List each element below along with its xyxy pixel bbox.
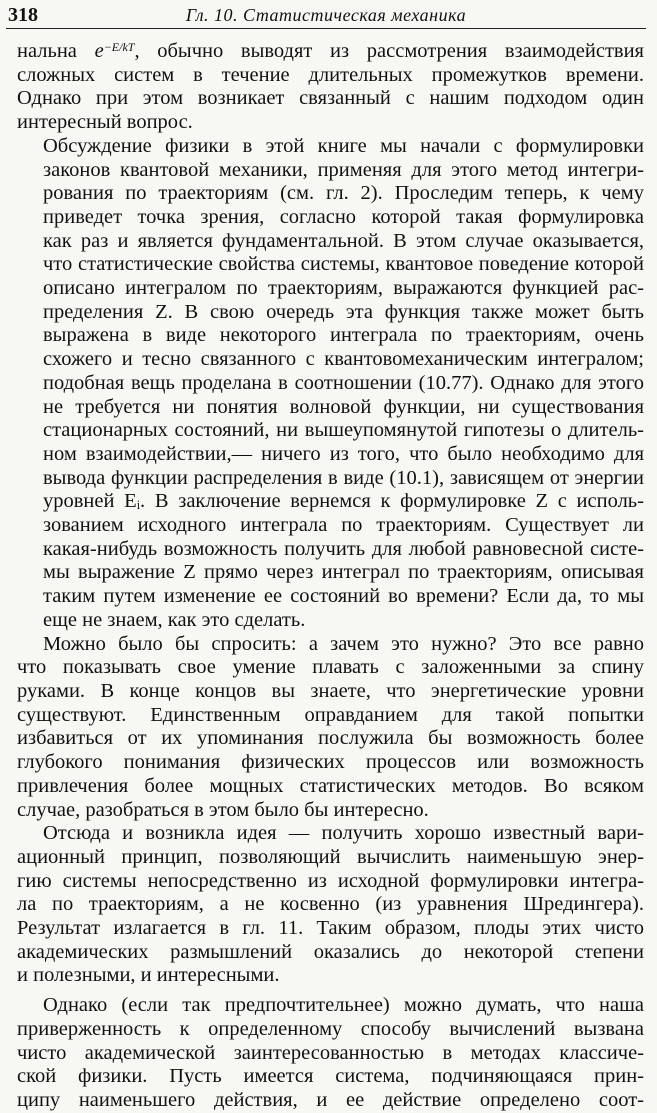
text-line: как раз и является фундаментальной. В этом случае оказывается, bbox=[43, 229, 644, 252]
text-line bbox=[17, 40, 644, 64]
text-line: законов квантовой механики, применяя для этого метод интегри- bbox=[43, 158, 644, 181]
text-line-start: нальна bbox=[17, 40, 95, 62]
text-line: схожего и тесно связанного с квантовомеханическим интегралом; bbox=[43, 348, 644, 371]
text-line: приведет точка зрения, согласно которой такая формулировка bbox=[43, 205, 644, 228]
text-line: сложных систем в течение длительных промежутков времени. bbox=[17, 63, 644, 86]
text-line: привлечения более мощных статистических методов. Во всяком bbox=[17, 774, 644, 797]
text-line: Однако при этом возникает связанный с нашим подходом один bbox=[17, 87, 644, 110]
text-line: Результат излагается в гл. 11. Таким образом, плоды этих чисто bbox=[17, 917, 644, 940]
text-line: Отсюда и возникла идея — получить хорошо известный вари- bbox=[43, 822, 644, 845]
text-line: уровней Eᵢ. В заключение вернемся к формулировке Z с исполь- bbox=[43, 490, 644, 513]
paragraph-2 bbox=[17, 135, 644, 633]
text-line: ципу наименьшего действия, и ее действие определено соот- bbox=[17, 1088, 644, 1111]
text-line: подобная вещь проделана в соотношении (10.77). Однако для этого bbox=[43, 371, 644, 394]
text-line: ской физики. Пусть имеется система, подчиняющаяся прин- bbox=[17, 1065, 644, 1088]
text-line: пределения Z. В свою очередь эта функция также может быть bbox=[43, 300, 644, 323]
page-body bbox=[17, 40, 644, 1113]
text-line: Обсуждение физики в этой книге мы начали с формулировки bbox=[43, 134, 644, 157]
text-line: какая-нибудь возможность получить для любой равновесной систе- bbox=[43, 537, 644, 560]
boltzmann-factor: $e^{-E/kT}$ bbox=[94, 40, 135, 62]
text-line: приверженность к определенному способу вычислений вызвана bbox=[17, 1017, 644, 1040]
text-line: вывода функции распределения в виде (10.1), зависящем от энергии bbox=[43, 466, 644, 489]
text-line: глубокого понимания физических процессов или возможность bbox=[17, 751, 644, 774]
page-number: 318 bbox=[8, 4, 38, 26]
text-line: что статистические свойства системы, квантовое поведение которой bbox=[43, 253, 644, 276]
text-line: ла по траекториям, а не косвенно (из уравнения Шредингера). bbox=[17, 893, 644, 916]
text-line: Однако (если так предпочтительнее) можно думать, что наша bbox=[43, 994, 644, 1017]
text-line: и полезными, и интересными. bbox=[17, 964, 280, 987]
text-line: руками. В конце концов вы знаете, что энергетические уровни bbox=[17, 679, 644, 702]
paragraph-3 bbox=[17, 633, 644, 823]
text-line: не требуется ни понятия волновой функции, ни существования bbox=[43, 395, 644, 418]
paragraph-4 bbox=[17, 822, 644, 988]
page-header bbox=[6, 2, 646, 29]
text-line: что показывать свое умение плавать с заложенными за спину bbox=[17, 656, 644, 679]
text-line: ном взаимодействии,— ничего из того, что было необходимо для bbox=[43, 442, 644, 465]
text-line: чисто академической заинтересованностью в методах классиче- bbox=[17, 1041, 644, 1064]
text-line: интересный вопрос. bbox=[17, 111, 193, 134]
text-line: стационарных состояний, ни вышеупомянутой гипотезы о длитель- bbox=[43, 419, 644, 442]
text-line: рования по траекториям (см. гл. 2). Проследим теперь, к чему bbox=[43, 182, 644, 205]
text-line: описано интегралом по траекториям, выражаются функцией рас- bbox=[43, 277, 644, 300]
text-line: существуют. Единственным оправданием для такой попытки bbox=[17, 703, 644, 726]
text-line: случае, разобраться в этом было бы интересно. bbox=[17, 798, 429, 821]
paragraph-5 bbox=[17, 994, 644, 1113]
text-line: мы выражение Z прямо через интеграл по траекториям, описывая bbox=[43, 561, 644, 584]
text-line: таким путем изменение ее состояний во времени? Если да, то мы bbox=[43, 585, 644, 608]
text-line: зованием исходного интеграла по траекториям. Существует ли bbox=[43, 514, 644, 537]
text-line: Можно было бы спросить: а зачем это нужно? Это все равно bbox=[43, 632, 644, 655]
paragraph-1 bbox=[17, 40, 644, 135]
text-line: избавиться от их упоминания послужила бы возможность более bbox=[17, 727, 644, 750]
text-line-rest: , обычно выводят из рассмотрения взаимодействия bbox=[134, 40, 644, 62]
text-line: гию системы непосредственно из исходной формулировки интегра- bbox=[17, 869, 644, 892]
text-line: академических размышлений оказались до некоторой степени bbox=[17, 940, 644, 963]
text-line: выражена в виде некоторого интеграла по траекториям, очень bbox=[43, 324, 644, 347]
running-head: Гл. 10. Статистическая механика bbox=[185, 5, 467, 25]
text-line: еще не знаем, как это сделать. bbox=[43, 608, 306, 631]
text-line: ационный принцип, позволяющий вычислить наименьшую энер- bbox=[17, 845, 644, 868]
